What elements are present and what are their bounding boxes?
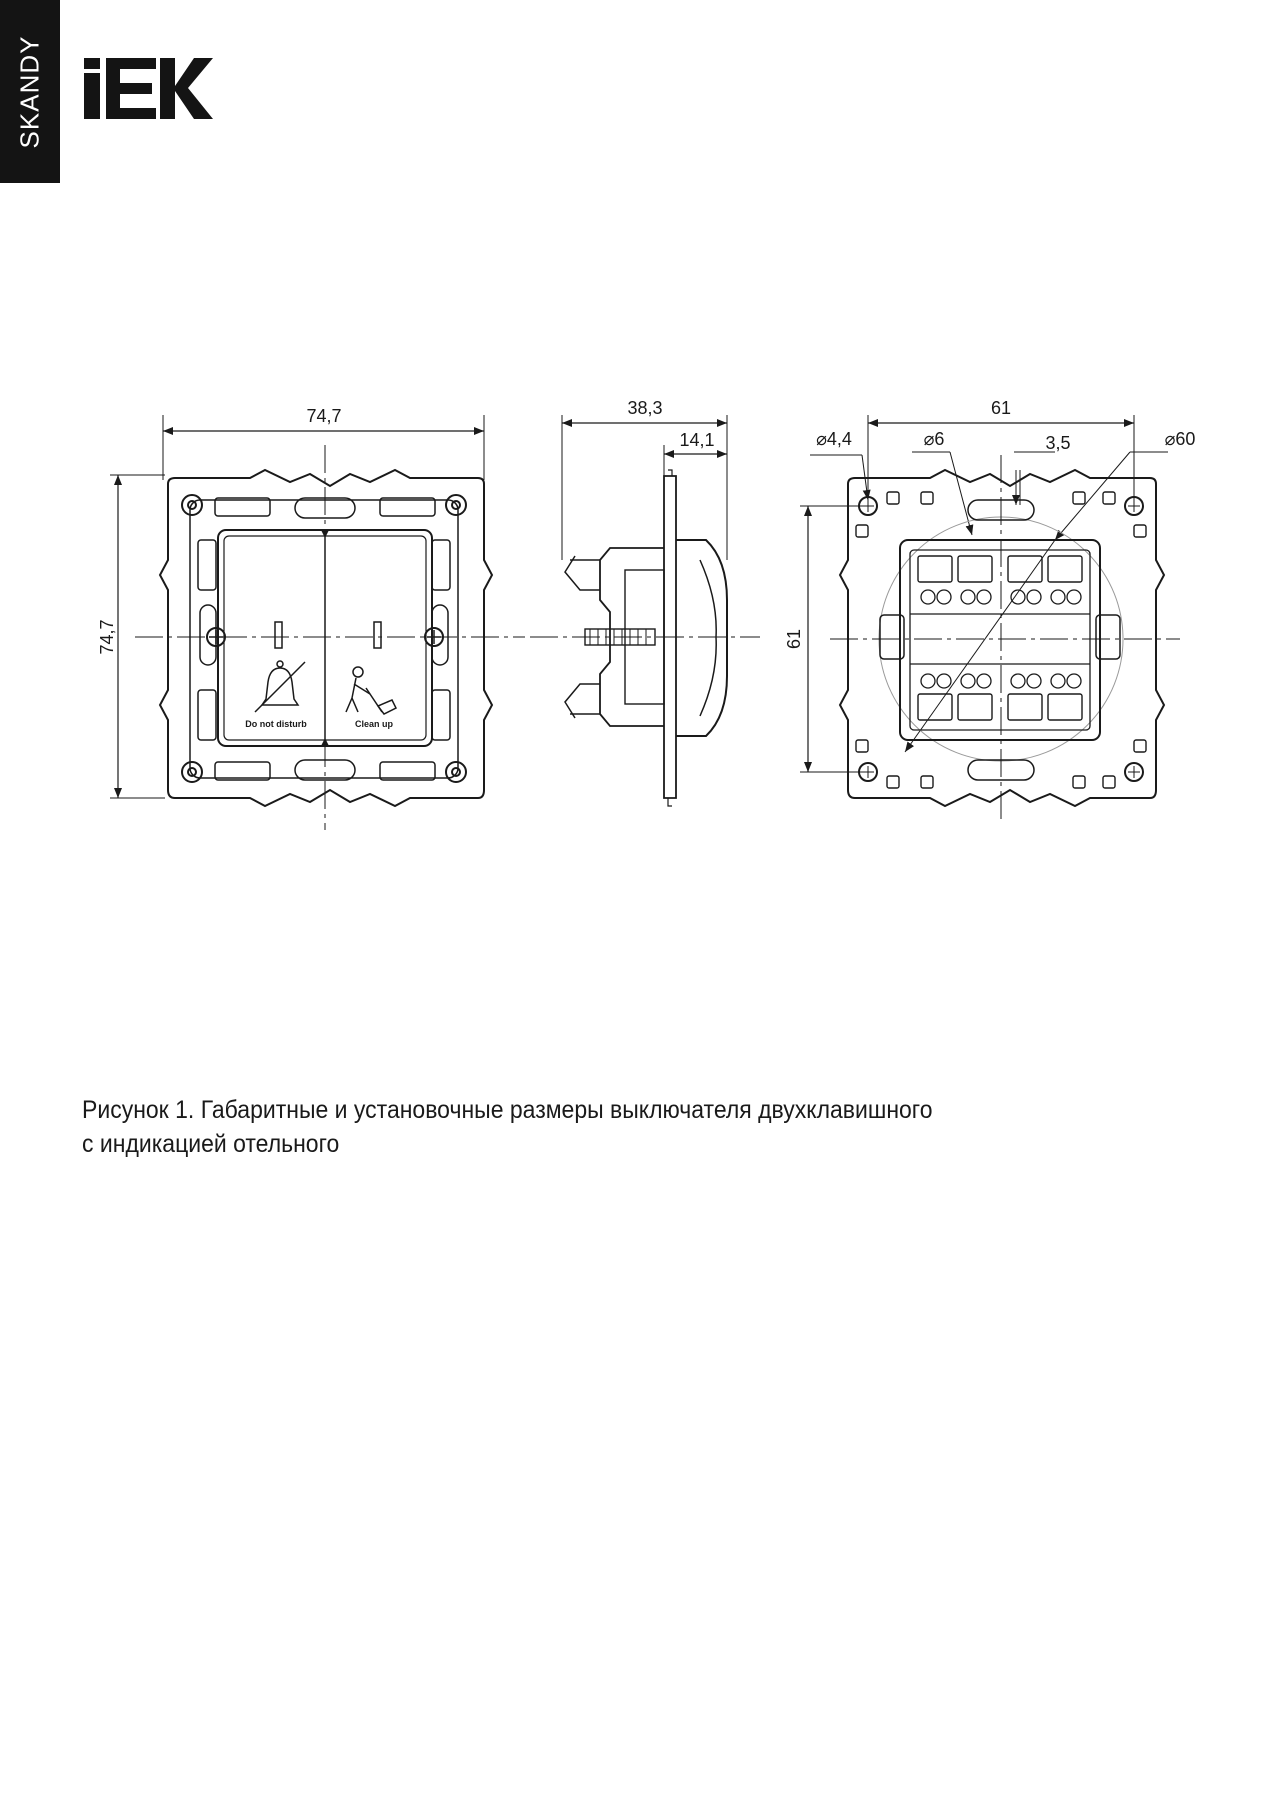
front-height-dim: 74,7: [96, 619, 117, 655]
figure-caption: [82, 1093, 1094, 1161]
caption-line-2: с индикацией отельного: [82, 1130, 340, 1158]
rear-width-dim: 61: [990, 398, 1012, 418]
front-view: [110, 415, 525, 830]
series-label: SKANDY: [14, 35, 45, 149]
key-right-label: Clean up: [354, 719, 394, 729]
key-left-label: Do not disturb: [245, 719, 307, 729]
rear-height-dim: 61: [783, 628, 804, 650]
side-front-depth-dim: 14,1: [679, 430, 715, 450]
cleaning-icon: [346, 667, 396, 714]
pitch-dim: 3,5: [1045, 433, 1071, 453]
mount-hole-dim: ⌀4,4: [816, 429, 852, 449]
side-view: [530, 415, 760, 806]
terminal-hole-dim: ⌀6: [923, 429, 945, 449]
box-dim: ⌀60: [1164, 429, 1196, 449]
caption-line-1: Рисунок 1. Габаритные и установочные размеры выключателя двухклавишного: [82, 1096, 933, 1124]
front-width-dim: 74,7: [306, 406, 342, 426]
bell-icon: [255, 661, 305, 712]
rear-view: [800, 415, 1180, 820]
side-depth-dim: 38,3: [627, 398, 663, 418]
